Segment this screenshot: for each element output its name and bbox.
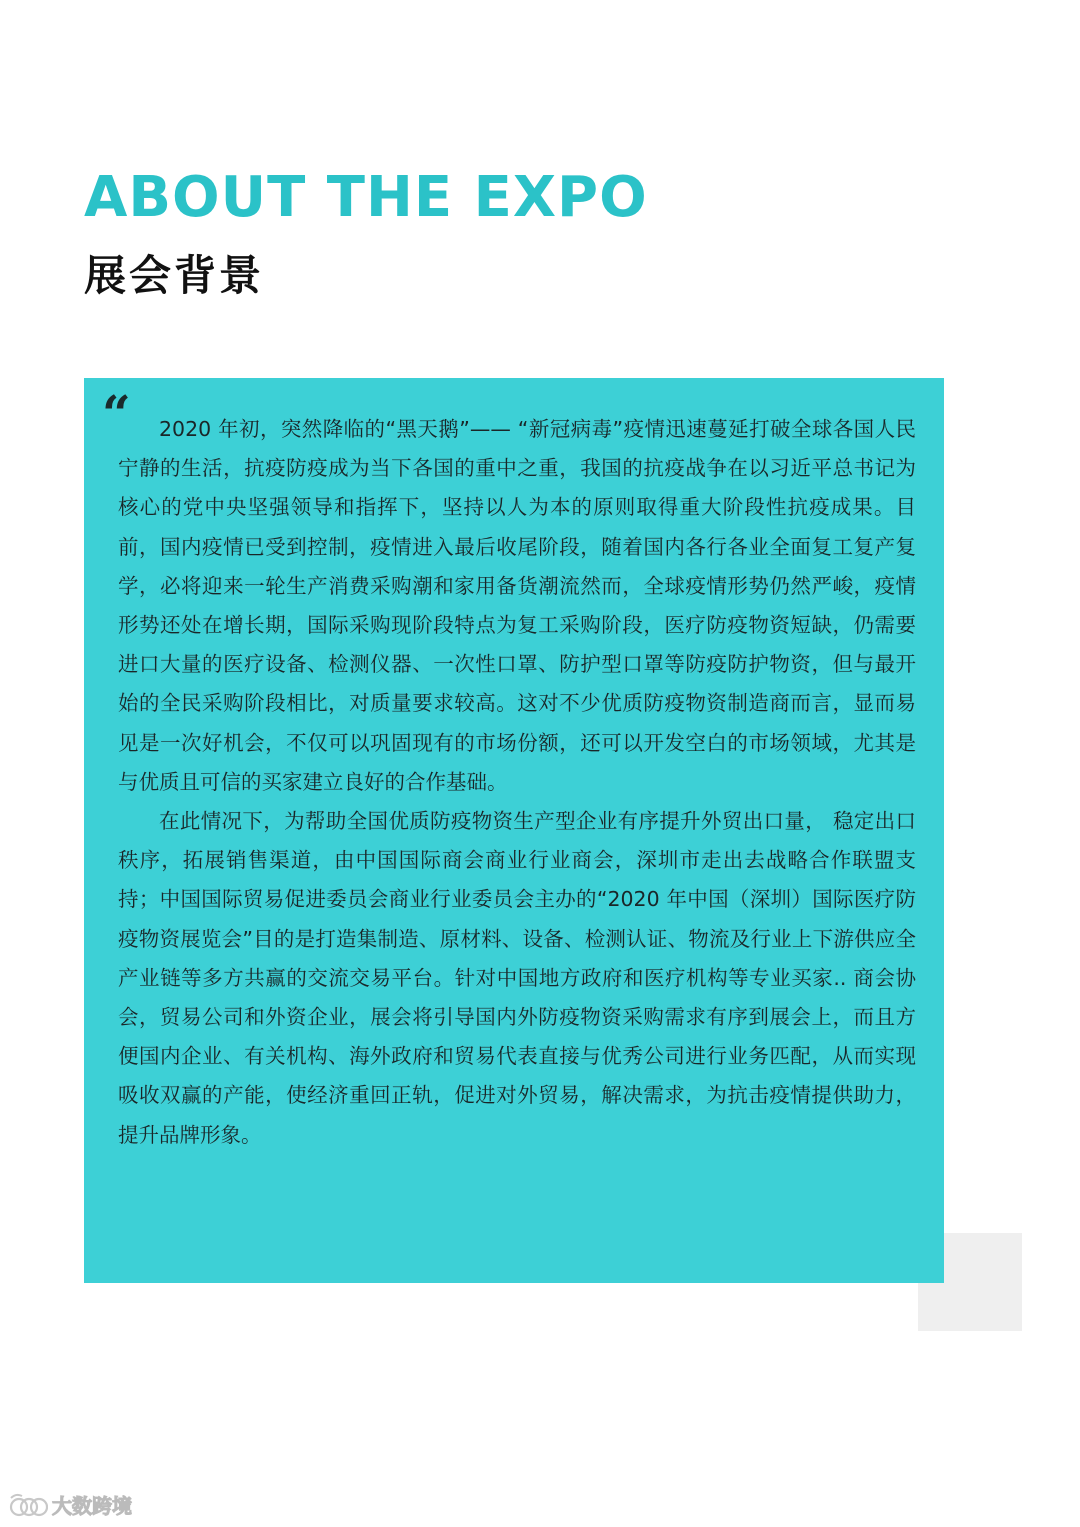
english-title: ABOUT THE EXPO bbox=[84, 165, 648, 230]
weibo-style-logo-icon bbox=[8, 1492, 48, 1518]
quote-mark-icon: “ bbox=[102, 384, 131, 443]
watermark-text: 大数跨境 bbox=[52, 1494, 132, 1518]
body-text bbox=[118, 410, 916, 1155]
watermark bbox=[8, 1490, 132, 1519]
chinese-title: 展会背景 bbox=[84, 251, 265, 300]
paragraph-1: 2020 年初，突然降临的“黑天鹅”—— “新冠病毒”疫情迅速蔓延打破全球各国人民宁静的生活，抗疫防疫成为当下各国的重中之重，我国的抗疫战争在以习近平总书记为核心的党中央坚强领导和指挥下，坚持以人为本的原则取得重大阶段性抗疫成果。目前，国内疫情已受到控制，疫情进入最后收尾阶段，随着国内各行各业全面复工复产复学，必将迎来一轮生产消费采购潮和家用备货潮流然而，全球疫情形势仍然严峻，疫情形势还处在增长期，国际采购现阶段特点为复工采购阶段，医疗防疫物资短缺，仍需要进口大量的医疗设备、检测仪器、一次性口罩、防护型口罩等防疫防护物资，但与最开始的全民采购阶段相比，对质量要求较高。这对不少优质防疫物资制造商而言，显而易见是一次好机会，不仅可以巩固现有的市场份额，还可以开发空白的市场领域，尤其是与优质且可信的买家建立良好的合作基础。 bbox=[118, 417, 916, 794]
paragraph-2: 在此情况下，为帮助全国优质防疫物资生产型企业有序提升外贸出口量， 稳定出口秩序，拓展销售渠道，由中国国际商会商业行业商会，深圳市走出去战略合作联盟支持；中国国际贸易促进委员会商业行业委员会主办的“2020 年中国（深圳）国际医疗防疫物资展览会”目的是打造集制造、原材料、设备、检测认证、物流及行业上下游供应全产业链等多方共赢的交流交易平台。针对中国地方政府和医疗机构等专业买家.. 商会协会，贸易公司和外资企业，展会将引导国内外防疫物资采购需求有序到展会上，而且方便国内企业、有关机构、海外政府和贸易代表直接与优秀公司进行业务匹配，从而实现吸收双赢的产能，使经济重回正轨，促进对外贸易，解决需求，为抗击疫情提供助力，提升品牌形象。 bbox=[118, 809, 916, 1147]
content-box bbox=[84, 378, 944, 1283]
